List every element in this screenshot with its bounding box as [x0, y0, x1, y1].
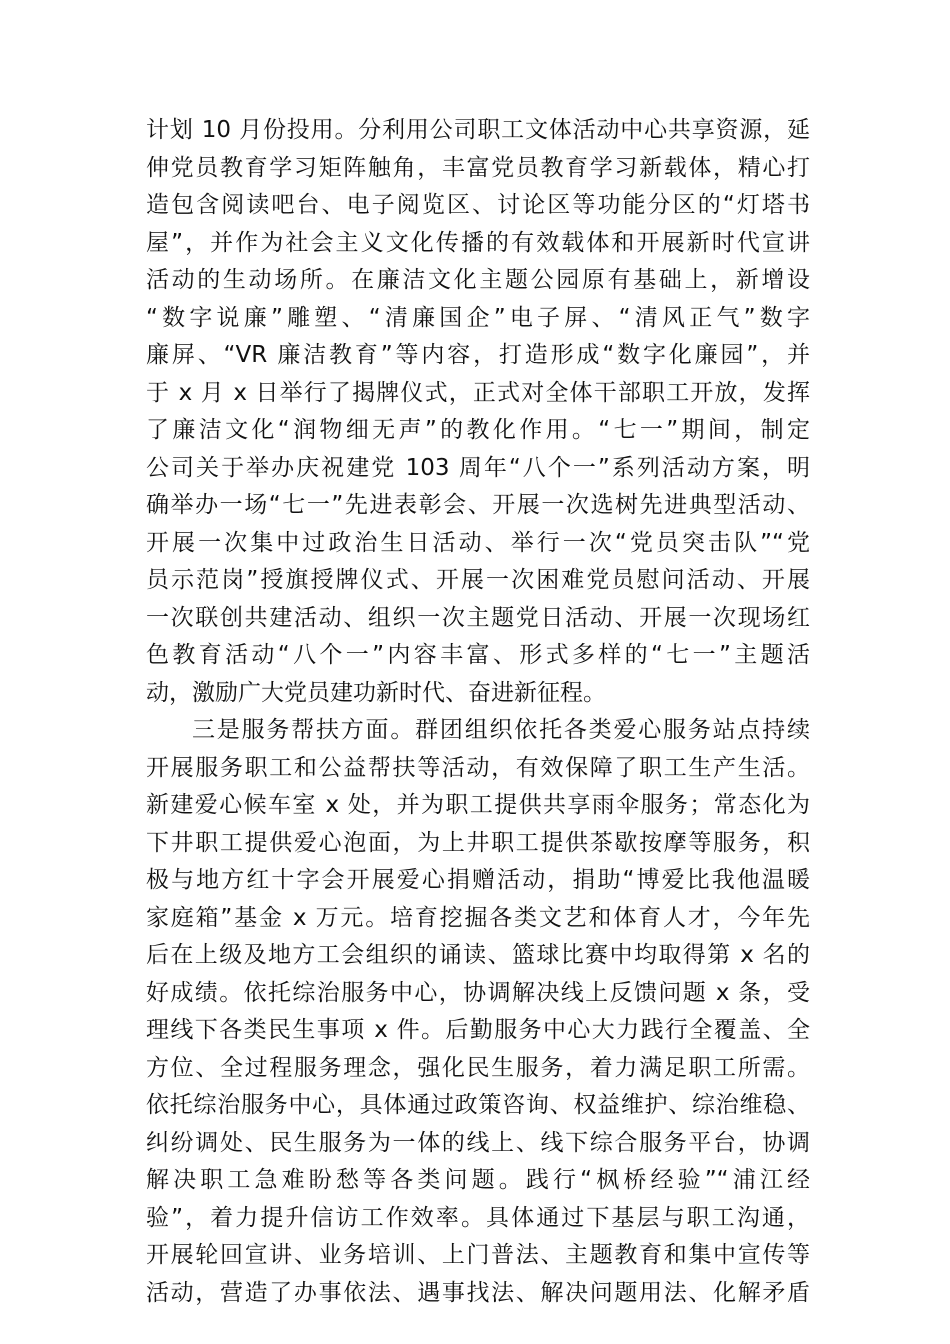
- text-line: 色教育活动“八个一”内容丰富、形式多样的“七一”主题活: [146, 642, 810, 668]
- text-line: 开展服务职工和公益帮扶等活动，有效保障了职工生产生活。: [146, 754, 810, 781]
- text-line: 验”，着力提升信访工作效率。具体通过下基层与职工沟通，: [146, 1204, 810, 1231]
- text-line: 于 x 月 x 日举行了揭牌仪式，正式对全体干部职工开放，发挥: [146, 379, 810, 406]
- text-line: 方位、全过程服务理念，强化民生服务，着力满足职工所需。: [146, 1054, 810, 1081]
- text-line: 极与地方红十字会开展爱心捐赠活动，捐助“博爱比我他温暖: [146, 867, 810, 893]
- body-text: [146, 112, 810, 1312]
- text-line: 后在上级及地方工会组织的诵读、篮球比赛中均取得第 x 名的: [146, 942, 810, 968]
- text-line: 家庭箱”基金 x 万元。培育挖掘各类文艺和体育人才，今年先: [146, 904, 810, 931]
- text-line: 动，激励广大党员建功新时代、奋进新征程。: [146, 679, 606, 706]
- text-line: 理线下各类民生事项 x 件。后勤服务中心大力践行全覆盖、全: [146, 1017, 810, 1043]
- text-line: 开展轮回宣讲、业务培训、上门普法、主题教育和集中宣传等: [146, 1242, 810, 1268]
- text-line: 下井职工提供爱心泡面，为上井职工提供茶歇按摩等服务，积: [146, 829, 810, 856]
- text-line: 活动，营造了办事依法、遇事找法、解决问题用法、化解矛盾: [146, 1279, 810, 1306]
- text-line: 好成绩。依托综治服务中心，协调解决线上反馈问题 x 条，受: [146, 979, 810, 1006]
- text-line: 员示范岗”授旗授牌仪式、开展一次困难党员慰问活动、开展: [146, 567, 810, 593]
- text-line: 公司关于举办庆祝建党 103 周年“八个一”系列活动方案，明: [146, 454, 810, 481]
- paragraph-start-line: 三是服务帮扶方面。群团组织依托各类爱心服务站点持续: [192, 717, 810, 743]
- text-line: 伸党员教育学习矩阵触角，丰富党员教育学习新载体，精心打: [146, 154, 810, 181]
- text-line: 活动的生动场所。在廉洁文化主题公园原有基础上，新增设: [146, 267, 810, 293]
- text-line: 计划 10 月份投用。分利用公司职工文体活动中心共享资源，延: [146, 117, 810, 143]
- text-line: 造包含阅读吧台、电子阅览区、讨论区等功能分区的“灯塔书: [146, 192, 810, 218]
- text-line: 新建爱心候车室 x 处，并为职工提供共享雨伞服务；常态化为: [146, 792, 810, 818]
- text-line: 确举办一场“七一”先进表彰会、开展一次选树先进典型活动、: [146, 492, 810, 518]
- text-line: 依托综治服务中心，具体通过政策咨询、权益维护、综治维稳、: [146, 1092, 810, 1118]
- text-line: 开展一次集中过政治生日活动、举行一次“党员突击队”“党: [146, 529, 810, 556]
- text-line: “数字说廉”雕塑、“清廉国企”电子屏、“清风正气”数字: [146, 304, 810, 331]
- text-line: 廉屏、“VR 廉洁教育”等内容，打造形成“数字化廉园”，并: [146, 342, 810, 368]
- text-line: 了廉洁文化“润物细无声”的教化作用。“七一”期间，制定: [146, 417, 810, 443]
- text-line: 一次联创共建活动、组织一次主题党日活动、开展一次现场红: [146, 604, 810, 631]
- text-line: 纠纷调处、民生服务为一体的线上、线下综合服务平台，协调: [146, 1129, 810, 1156]
- text-line: 屋”，并作为社会主义文化传播的有效载体和开展新时代宣讲: [146, 229, 810, 256]
- text-line: 解决职工急难盼愁等各类问题。践行“枫桥经验”“浦江经: [146, 1167, 810, 1193]
